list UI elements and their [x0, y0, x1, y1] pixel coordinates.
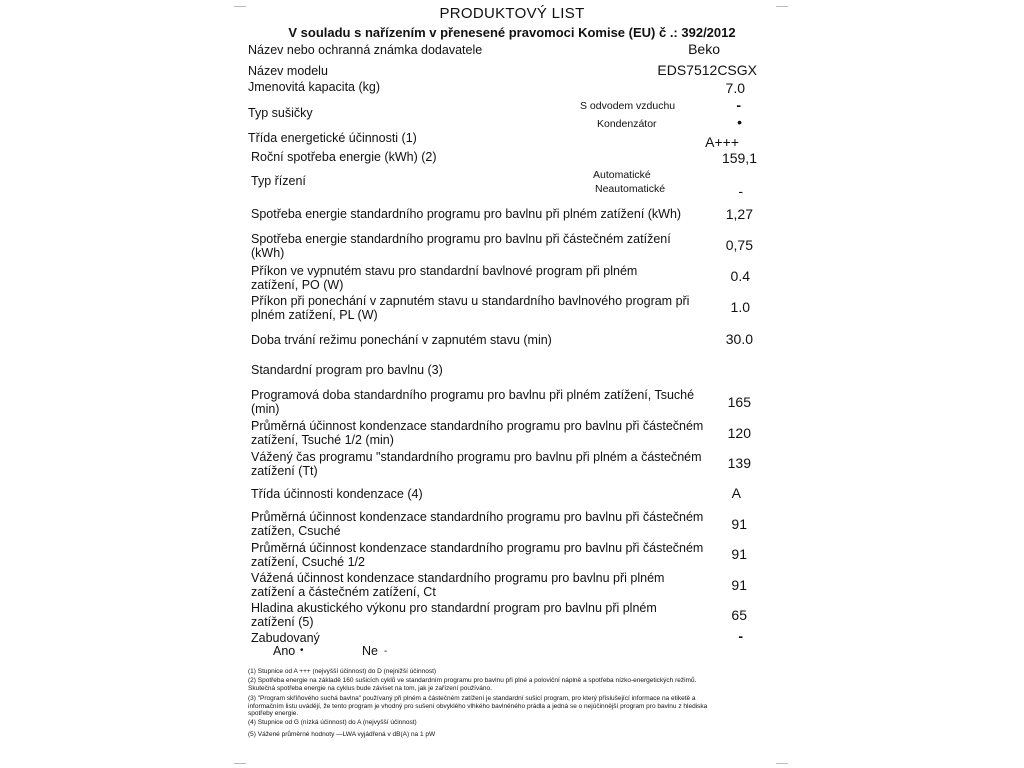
crop-mark-bottom-left — [234, 763, 246, 764]
control-type-manual-value: - — [738, 183, 743, 199]
off-mode-power-label-line2: zatížení, PO (W) — [251, 278, 344, 292]
built-in-yes-label: Ano — [273, 644, 296, 658]
weighted-time-label-line1: Vážený čas programu "standardního programu pro bavlnu při plném a částečném — [251, 450, 702, 464]
built-in-value: - — [738, 628, 743, 644]
left-on-power-value: 1.0 — [730, 299, 750, 315]
full-load-energy-label: Spotřeba energie standardního programu pro bavlnu při plném zatížení (kWh) — [251, 207, 682, 221]
supplier-value: Beko — [688, 41, 720, 57]
partial-load-energy-value: 0,75 — [725, 237, 753, 253]
regulation-subtitle: V souladu s nařízením v přenesené pravomoci Komise (EU) č .: 392/2012 — [288, 25, 736, 40]
full-load-energy-value: 1,27 — [725, 206, 753, 222]
partial-load-energy-label-line1: Spotřeba energie standardního programu pro bavlnu při částečném zatížení — [251, 232, 671, 246]
model-value: EDS7512CSGX — [657, 62, 757, 78]
condensation-class-label: Třída účinnosti kondenzace (4) — [251, 487, 423, 501]
noise-label-line1: Hladina akustického výkonu pro standardní program pro bavlnu při plném — [251, 601, 657, 615]
program-time-full-value: 165 — [727, 394, 751, 410]
model-label: Název modelu — [248, 64, 328, 78]
cond-eff-weighted-label-line1: Vážená účinnost kondenzace standardního programu pro bavlnu při plném — [251, 571, 665, 585]
control-type-manual-label: Neautomatické — [595, 183, 666, 195]
left-on-duration-label: Doba trvání režimu ponechání v zapnutém stavu (min) — [251, 333, 552, 347]
dryer-type-condenser-label: Kondenzátor — [597, 118, 657, 130]
noise-label-line2: zatížení (5) — [251, 615, 314, 629]
cond-eff-half-value: 91 — [731, 546, 747, 562]
dryer-type-vented-label: S odvodem vzduchu — [580, 100, 676, 112]
noise-value: 65 — [731, 607, 747, 623]
cond-eff-full-label-line2: zatížen, Csuché — [251, 524, 341, 538]
footnote-2: (2) Spotřeba energie na základě 160 sušicích cyklů ve standardním programu pro bavlnu při plné a poloviční náplně a spotřeba nízko-energetických režimů. Skutečná spotřeba energie na cyklus bude záviset na tom, jak je zařízení používáno. — [248, 677, 697, 692]
dryer-type-condenser-value: • — [737, 114, 742, 130]
footnote-3: (3) "Program skříňového suchá bavlna" používaný při plném a částečném zatížení je standardní sušicí program, pro který příslušející informace na etiketě a informačním listu uvádějí, že tento program je vhodný pro sušení obvyklého vlhkého bavlněného prádla a jedná se o nejúčinnější program pro bavlnu z hlediska spotřeby energie. — [248, 695, 708, 717]
built-in-no-mark: - — [384, 646, 388, 657]
cond-eff-weighted-value: 91 — [731, 577, 747, 593]
program-time-half-value: 120 — [727, 425, 751, 441]
supplier-label: Název nebo ochranná známka dodavatele — [248, 43, 483, 57]
cond-eff-half-label-line2: zatížení, Csuché 1/2 — [251, 555, 365, 569]
footnote-5: (5) Vážené průměrné hodnoty —LWA vyjádřená v dB(A) na 1 pW — [248, 731, 436, 738]
dryer-type-label: Typ sušičky — [248, 106, 313, 120]
standard-program-label: Standardní program pro bavlnu (3) — [251, 363, 443, 377]
left-on-power-label-line2: plném zatížení, PL (W) — [251, 308, 378, 322]
cond-eff-full-value: 91 — [731, 516, 747, 532]
cond-eff-weighted-label-line2: zatížení a částečném zatížení, Ct — [251, 585, 436, 599]
energy-class-value: A+++ — [705, 134, 739, 150]
weighted-time-label-line2: zatížení (Tt) — [251, 464, 318, 478]
weighted-time-value: 139 — [727, 455, 751, 471]
control-type-label: Typ řízení — [251, 174, 306, 188]
capacity-label: Jmenovitá kapacita (kg) — [248, 80, 381, 94]
program-time-full-label-line2: (min) — [251, 402, 280, 416]
program-time-half-label-line2: zatížení, Tsuché 1/2 (min) — [251, 433, 394, 447]
program-time-half-label-line1: Průměrná účinnost kondenzace standardního programu pro bavlnu při částečném — [251, 419, 704, 433]
off-mode-power-label-line1: Příkon ve vypnutém stavu pro standardní bavlnové program při plném — [251, 264, 638, 278]
cond-eff-half-label-line1: Průměrná účinnost kondenzace standardního programu pro bavlnu při částečném — [251, 541, 704, 555]
built-in-label: Zabudovaný — [251, 631, 320, 645]
cond-eff-full-label-line1: Průměrná účinnost kondenzace standardního programu pro bavlnu při částečném — [251, 510, 704, 524]
condensation-class-value: A — [731, 485, 741, 501]
built-in-no-label: Ne — [362, 644, 378, 658]
annual-consumption-label: Roční spotřeba energie (kWh) (2) — [251, 150, 437, 164]
program-time-full-label-line1: Programová doba standardního programu pro bavlnu při plném zatížení, Tsuché — [251, 388, 695, 402]
control-type-automatic-label: Automatické — [593, 169, 651, 181]
page-title: PRODUKTOVÝ LIST — [439, 5, 585, 22]
dryer-type-vented-value: - — [736, 97, 741, 113]
footnote-4: (4) Stupnice od G (nízká účinnost) do A (nejvyšší účinnost) — [248, 719, 417, 726]
off-mode-power-value: 0.4 — [730, 268, 750, 284]
built-in-yes-mark: • — [300, 645, 304, 656]
footnote-1: (1) Stupnice od A +++ (nejvyšší účinnost) do D (nejnižší účinnost) — [248, 668, 437, 675]
capacity-value: 7.0 — [725, 80, 745, 96]
left-on-duration-value: 30.0 — [725, 331, 753, 347]
energy-class-label: Třída energetické účinnosti (1) — [248, 131, 417, 145]
annual-consumption-value: 159,1 — [721, 150, 757, 166]
crop-mark-bottom-right — [776, 763, 788, 764]
left-on-power-label-line1: Příkon při ponechání v zapnutém stavu u standardního bavlnového program při — [251, 294, 690, 308]
partial-load-energy-label-line2: (kWh) — [251, 246, 285, 260]
